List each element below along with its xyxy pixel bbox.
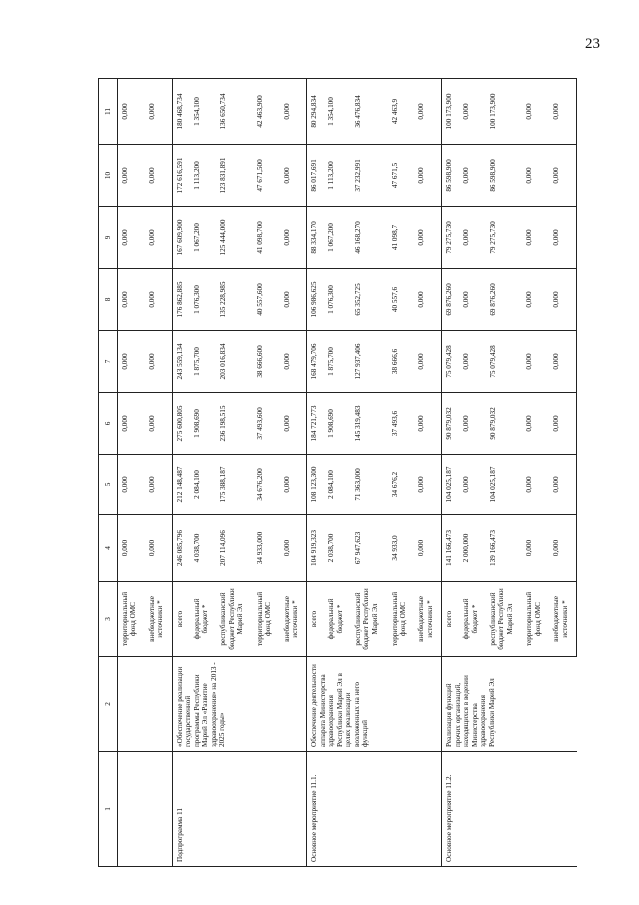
funding-source-cell: внебюджетные источники * — [549, 582, 576, 657]
value-cell: 79 275,730 — [442, 207, 459, 269]
page-number: 23 — [585, 36, 600, 52]
column-header: 4 — [99, 515, 118, 582]
funding-source-cell: территориальный фонд ОМС — [118, 582, 145, 657]
program-title-cell — [118, 657, 173, 752]
value-cell: 207 114,096 — [216, 515, 253, 582]
funding-source-cell: федеральный бюджет * — [459, 582, 486, 657]
program-name-cell — [118, 752, 173, 867]
value-cell: 0,000 — [118, 515, 145, 582]
value-cell: 141 166,473 — [442, 515, 459, 582]
value-cell: 90 879,032 — [442, 393, 459, 455]
value-cell: 104 919,323 — [307, 515, 324, 582]
value-cell: 125 444,000 — [216, 207, 253, 269]
value-cell: 1 113,200 — [324, 145, 351, 207]
value-cell: 1 354,100 — [190, 79, 217, 145]
column-header: 7 — [99, 331, 118, 393]
funding-source-cell: внебюджетные источники * — [414, 582, 441, 657]
program-name-cell: Подпрограмма 11 — [172, 752, 307, 867]
value-cell: 0,000 — [414, 455, 441, 515]
funding-source-cell: всего — [442, 582, 459, 657]
value-cell: 0,000 — [522, 331, 549, 393]
value-cell: 127 937,406 — [351, 331, 388, 393]
value-cell: 0,000 — [118, 393, 145, 455]
value-cell: 104 025,187 — [486, 455, 523, 515]
value-cell: 42 463,9 — [388, 79, 415, 145]
value-cell: 0,000 — [522, 515, 549, 582]
funding-source-cell: внебюджетные источники * — [145, 582, 172, 657]
budget-table — [98, 31, 577, 867]
value-cell: 0,000 — [118, 207, 145, 269]
value-cell: 34 676,200 — [253, 455, 280, 515]
value-cell: 0,000 — [145, 455, 172, 515]
funding-source-cell: всего — [172, 582, 189, 657]
value-cell: 46 168,270 — [351, 207, 388, 269]
value-cell: 0,000 — [459, 145, 486, 207]
value-cell: 80 294,834 — [307, 79, 324, 145]
value-cell: 0,000 — [280, 515, 307, 582]
value-cell: 4 038,700 — [190, 515, 217, 582]
value-cell: 0,000 — [145, 269, 172, 331]
funding-source-cell: территориальный фонд ОМС — [253, 582, 280, 657]
value-cell: 71 363,000 — [351, 455, 388, 515]
value-cell: 0,000 — [522, 393, 549, 455]
value-cell: 38 666,600 — [253, 331, 280, 393]
value-cell: 136 650,734 — [216, 79, 253, 145]
value-cell: 1 067,200 — [324, 207, 351, 269]
value-cell: 1 067,200 — [190, 207, 217, 269]
value-cell: 47 671,500 — [253, 145, 280, 207]
value-cell: 86 017,691 — [307, 145, 324, 207]
value-cell: 90 879,032 — [486, 393, 523, 455]
value-cell: 243 559,134 — [172, 331, 189, 393]
funding-source-cell: территориальный фонд ОМС — [388, 582, 415, 657]
value-cell: 2 084,100 — [324, 455, 351, 515]
value-cell: 69 876,260 — [486, 269, 523, 331]
value-cell: 0,000 — [145, 207, 172, 269]
value-cell: 0,000 — [459, 331, 486, 393]
value-cell: 0,000 — [522, 207, 549, 269]
value-cell: 172 616,591 — [172, 145, 189, 207]
value-cell: 37 493,600 — [253, 393, 280, 455]
value-cell: 1 076,300 — [324, 269, 351, 331]
value-cell: 168 479,706 — [307, 331, 324, 393]
table-row — [172, 32, 189, 867]
value-cell: 0,000 — [549, 79, 576, 145]
value-cell: 34 933,000 — [253, 515, 280, 582]
value-cell: 75 079,428 — [442, 331, 459, 393]
value-cell: 0,000 — [118, 79, 145, 145]
value-cell: 0,000 — [549, 145, 576, 207]
value-cell: 1 908,690 — [324, 393, 351, 455]
value-cell: 1 076,300 — [190, 269, 217, 331]
column-header: 8 — [99, 269, 118, 331]
column-header: 2 — [99, 657, 118, 752]
value-cell: 0,000 — [118, 269, 145, 331]
value-cell: 0,000 — [549, 207, 576, 269]
value-cell: 0,000 — [459, 207, 486, 269]
value-cell: 0,000 — [280, 331, 307, 393]
value-cell: 0,000 — [280, 455, 307, 515]
value-cell: 75 079,428 — [486, 331, 523, 393]
value-cell: 0,000 — [414, 207, 441, 269]
funding-source-cell: всего — [307, 582, 324, 657]
value-cell: 175 388,187 — [216, 455, 253, 515]
value-cell: 1 875,700 — [190, 331, 217, 393]
value-cell: 139 166,473 — [486, 515, 523, 582]
funding-source-cell: республиканский бюджет Республики Марий Эл — [216, 582, 253, 657]
funding-source-cell: территориальный фонд ОМС — [522, 582, 549, 657]
value-cell: 100 173,900 — [442, 79, 459, 145]
value-cell: 0,000 — [549, 269, 576, 331]
value-cell: 135 228,985 — [216, 269, 253, 331]
value-cell: 275 600,805 — [172, 393, 189, 455]
value-cell: 37 493,6 — [388, 393, 415, 455]
value-cell: 1 113,200 — [190, 145, 217, 207]
value-cell: 0,000 — [414, 393, 441, 455]
value-cell: 34 676,2 — [388, 455, 415, 515]
value-cell: 47 671,5 — [388, 145, 415, 207]
column-header: 6 — [99, 393, 118, 455]
value-cell: 1 908,690 — [190, 393, 217, 455]
value-cell: 0,000 — [549, 331, 576, 393]
program-title-cell: Реализация функций прочих организаций, находящихся в ведении Министерства здравоохранения Республики Марий Эл — [442, 657, 577, 752]
funding-source-cell: федеральный бюджет * — [190, 582, 217, 657]
value-cell: 0,000 — [145, 515, 172, 582]
value-cell: 0,000 — [522, 269, 549, 331]
value-cell: 0,000 — [280, 269, 307, 331]
value-cell: 2 084,100 — [190, 455, 217, 515]
value-cell: 0,000 — [414, 145, 441, 207]
value-cell: 1 875,700 — [324, 331, 351, 393]
value-cell: 65 352,725 — [351, 269, 388, 331]
value-cell: 0,000 — [522, 455, 549, 515]
value-cell: 236 198,515 — [216, 393, 253, 455]
value-cell: 0,000 — [414, 515, 441, 582]
value-cell: 203 016,834 — [216, 331, 253, 393]
value-cell: 180 468,734 — [172, 79, 189, 145]
value-cell: 0,000 — [414, 79, 441, 145]
program-name-cell: Основное мероприятие 11.2. — [442, 752, 577, 867]
value-cell: 67 947,623 — [351, 515, 388, 582]
funding-source-cell: внебюджетные источники * — [280, 582, 307, 657]
table-row — [442, 32, 459, 867]
value-cell: 1 354,100 — [324, 79, 351, 145]
value-cell: 104 025,187 — [442, 455, 459, 515]
value-cell: 69 876,260 — [442, 269, 459, 331]
column-header: 5 — [99, 455, 118, 515]
value-cell: 0,000 — [145, 145, 172, 207]
value-cell: 0,000 — [145, 79, 172, 145]
value-cell: 2 000,000 — [459, 515, 486, 582]
funding-source-cell: республиканский бюджет Республики Марий Эл — [486, 582, 523, 657]
value-cell: 42 463,900 — [253, 79, 280, 145]
value-cell: 0,000 — [145, 331, 172, 393]
value-cell: 0,000 — [280, 207, 307, 269]
value-cell: 100 173,900 — [486, 79, 523, 145]
value-cell: 0,000 — [145, 393, 172, 455]
funding-source-cell: республиканский бюджет Республики Марий Эл — [351, 582, 388, 657]
value-cell: 145 319,483 — [351, 393, 388, 455]
value-cell: 36 476,834 — [351, 79, 388, 145]
value-cell: 184 721,773 — [307, 393, 324, 455]
value-cell: 212 148,487 — [172, 455, 189, 515]
value-cell: 0,000 — [280, 145, 307, 207]
value-cell: 86 598,900 — [442, 145, 459, 207]
value-cell: 40 557,6 — [388, 269, 415, 331]
value-cell: 246 085,796 — [172, 515, 189, 582]
value-cell: 106 986,625 — [307, 269, 324, 331]
value-cell: 2 038,700 — [324, 515, 351, 582]
program-name-cell: Основное мероприятие 11.1. — [307, 752, 442, 867]
column-header: 11 — [99, 79, 118, 145]
value-cell: 41 098,7 — [388, 207, 415, 269]
value-cell: 123 831,891 — [216, 145, 253, 207]
value-cell: 0,000 — [549, 515, 576, 582]
value-cell: 167 609,900 — [172, 207, 189, 269]
value-cell: 38 666,6 — [388, 331, 415, 393]
value-cell: 0,000 — [414, 269, 441, 331]
program-title-cell: «Обеспечение реализации государственной программы Республики Марий Эл «Развитие здравоохранения» на 2013 - 2025 годы» — [172, 657, 307, 752]
value-cell: 0,000 — [522, 145, 549, 207]
value-cell: 0,000 — [280, 393, 307, 455]
program-title-cell: Обеспечение деятельности аппарата Министерства здравоохранения Республики Марий Эл в целях реализации возложенных на него функций — [307, 657, 442, 752]
value-cell: 41 098,700 — [253, 207, 280, 269]
value-cell: 79 275,730 — [486, 207, 523, 269]
value-cell: 0,000 — [459, 455, 486, 515]
value-cell: 0,000 — [459, 269, 486, 331]
table-body — [118, 32, 577, 867]
value-cell: 40 557,600 — [253, 269, 280, 331]
column-header: 1 — [99, 752, 118, 867]
column-header: 10 — [99, 145, 118, 207]
value-cell: 108 123,300 — [307, 455, 324, 515]
value-cell: 88 334,170 — [307, 207, 324, 269]
rotated-table-wrapper — [98, 32, 577, 867]
value-cell: 0,000 — [118, 145, 145, 207]
value-cell: 34 933,0 — [388, 515, 415, 582]
value-cell: 0,000 — [549, 393, 576, 455]
funding-source-cell: федеральный бюджет * — [324, 582, 351, 657]
table-row — [118, 32, 145, 867]
value-cell: 0,000 — [459, 393, 486, 455]
column-header: 3 — [99, 582, 118, 657]
header-row — [99, 32, 118, 867]
value-cell: 0,000 — [118, 331, 145, 393]
value-cell: 0,000 — [459, 79, 486, 145]
value-cell: 86 598,900 — [486, 145, 523, 207]
column-header: 9 — [99, 207, 118, 269]
value-cell: 0,000 — [118, 455, 145, 515]
value-cell: 0,000 — [522, 79, 549, 145]
value-cell: 0,000 — [280, 79, 307, 145]
value-cell: 37 232,991 — [351, 145, 388, 207]
value-cell: 0,000 — [549, 455, 576, 515]
table-row — [307, 32, 324, 867]
value-cell: 176 862,885 — [172, 269, 189, 331]
value-cell: 0,000 — [414, 331, 441, 393]
